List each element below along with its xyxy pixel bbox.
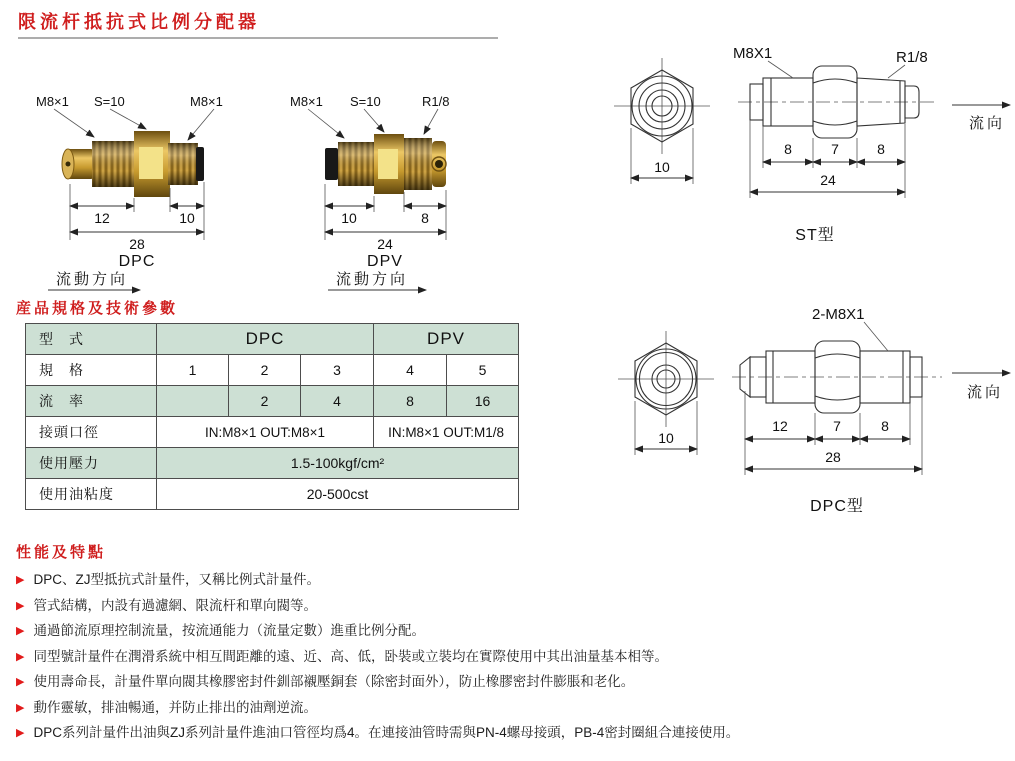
dpv-dim-left: 10	[341, 210, 357, 226]
dpc-thread-right-label: M8×1	[190, 94, 223, 109]
spec-row-port	[26, 417, 519, 448]
dpv-product-photo	[278, 92, 508, 297]
bullet-triangle-icon: ▶	[16, 701, 25, 714]
bullet-triangle-icon: ▶	[16, 625, 25, 637]
dpv-photo-caption: DPV	[367, 253, 403, 270]
dpv-fitting-image	[325, 134, 446, 194]
dpc-hex-size-label: S=10	[94, 94, 125, 109]
dpc-dim1: 12	[772, 418, 788, 434]
dpc-end-view	[618, 331, 714, 455]
row-viscosity-label: 使用油粘度	[26, 479, 157, 510]
dpc-side-view	[732, 306, 942, 413]
dpc-drawing-caption: DPC型	[810, 498, 864, 515]
st-side-view	[733, 45, 938, 138]
bullet-triangle-icon: ▶	[16, 599, 25, 612]
dpc-drawing-flow-label: 流向	[966, 384, 1004, 401]
dpv-dim-total: 24	[377, 236, 393, 252]
st-hex-dim: 10	[654, 159, 670, 175]
dpc-dim2: 7	[833, 418, 841, 434]
dpc-drawing-flow-direction	[952, 373, 1010, 401]
spec-row-viscosity	[26, 479, 519, 510]
feature-text: 動作靈敏，排油暢通，并防止排出的油劑逆流。	[33, 699, 317, 715]
dpc-type-drawing	[600, 295, 1015, 535]
dpc-dim-total: 28	[129, 236, 145, 252]
feature-item	[16, 700, 1006, 716]
feature-item	[16, 649, 1006, 665]
dpv-flow-direction	[328, 271, 426, 290]
row-rate-1	[157, 386, 229, 417]
features-section-title: 性能及特點	[16, 544, 107, 561]
row-port-dpc: IN:M8×1 OUT:M8×1	[157, 417, 374, 448]
row-size-2: 2	[229, 355, 301, 386]
dpv-thread-left-label: M8×1	[290, 94, 323, 109]
page-title: 限流杆抵抗式比例分配器	[18, 12, 260, 32]
row-size-5: 5	[447, 355, 519, 386]
dpc-flow-direction	[48, 271, 140, 290]
spec-row-rate	[26, 386, 519, 417]
dpv-flow-label: 流動方向	[336, 271, 409, 288]
row-size-3: 3	[301, 355, 374, 386]
row-size-4: 4	[374, 355, 447, 386]
row-type-dpc: DPC	[157, 324, 374, 355]
feature-item	[16, 623, 1006, 639]
st-dim-total: 24	[820, 172, 836, 188]
dpc-drawing-dimensions	[745, 391, 922, 475]
dpc-dim-right: 10	[179, 210, 195, 226]
st-flow-direction	[952, 105, 1010, 132]
dpc-fitting-image	[62, 131, 204, 197]
st-caption: ST型	[795, 227, 835, 244]
dpv-leader-arrows	[308, 109, 438, 138]
features-list	[16, 572, 1006, 751]
st-thread-left-label: M8X1	[733, 45, 773, 62]
row-type-label: 型 式	[26, 324, 157, 355]
st-dim3: 8	[877, 141, 885, 157]
dpc-dim3: 8	[881, 418, 889, 434]
st-flow-label: 流向	[968, 115, 1006, 132]
dpc-dim-left: 12	[94, 210, 110, 226]
st-type-drawing	[600, 36, 1015, 276]
row-type-dpv: DPV	[374, 324, 519, 355]
dpv-dimensions	[325, 184, 446, 252]
dpc-photo-caption: DPC	[118, 253, 156, 270]
dpc-thread-left-label: M8×1	[36, 94, 69, 109]
row-size-label: 規 格	[26, 355, 157, 386]
feature-text: DPC系列計量件出油與ZJ系列計量件進油口管徑均爲4。在連接油管時需與PN-4螺母接頭，PB-4密封圈組合連接使用。	[33, 725, 740, 740]
feature-text: 管式結構，内設有過濾網、限流杆和單向閥等。	[33, 597, 317, 613]
feature-item	[16, 598, 1006, 614]
dpv-dim-right: 8	[421, 210, 429, 226]
bullet-triangle-icon: ▶	[16, 574, 25, 586]
spec-section-title: 産品規格及技術參數	[16, 300, 179, 317]
dpc-thread-label: 2-M8X1	[812, 306, 865, 323]
bullet-triangle-icon: ▶	[16, 727, 25, 739]
st-dimensions	[750, 120, 905, 198]
feature-item	[16, 725, 1006, 741]
spec-table	[25, 323, 519, 510]
st-thread-right-label: R1/8	[896, 49, 928, 66]
row-port-label: 接頭口徑	[26, 417, 157, 448]
feature-item	[16, 674, 1006, 690]
row-rate-5: 16	[447, 386, 519, 417]
st-dim2: 7	[831, 141, 839, 157]
dpc-hex-dim: 10	[658, 430, 674, 446]
feature-text: DPC、ZJ型抵抗式計量件，又稱比例式計量件。	[33, 572, 320, 587]
bullet-triangle-icon: ▶	[16, 676, 25, 688]
row-rate-label: 流 率	[26, 386, 157, 417]
dpc-flow-label: 流動方向	[56, 271, 129, 288]
dpc-product-photo	[28, 92, 258, 297]
row-rate-3: 4	[301, 386, 374, 417]
row-rate-2: 2	[229, 386, 301, 417]
row-pressure-value: 1.5-100kgf/cm²	[157, 448, 519, 479]
row-pressure-label: 使用壓力	[26, 448, 157, 479]
bullet-triangle-icon: ▶	[16, 650, 25, 663]
row-viscosity-value: 20-500cst	[157, 479, 519, 510]
dpc-dim-total: 28	[825, 449, 841, 465]
row-size-1: 1	[157, 355, 229, 386]
spec-row-pressure	[26, 448, 519, 479]
row-port-dpv: IN:M8×1 OUT:M1/8	[374, 417, 519, 448]
feature-item	[16, 572, 1006, 588]
title-underline	[18, 37, 498, 39]
feature-text: 同型號計量件在潤滑系統中相互間距離的遠、近、高、低，卧裝或立裝均在實際使用中其出油量基本相等。	[33, 648, 668, 664]
spec-row-size	[26, 355, 519, 386]
st-end-view	[614, 58, 710, 184]
feature-text: 使用壽命長，計量件單向閥其橡膠密封件釧部襯壓銅套（除密封面外），防止橡膠密封件膨脹和老化。	[33, 674, 635, 689]
dpv-hex-size-label: S=10	[350, 94, 381, 109]
feature-text: 通過節流原理控制流量，按流通能力（流量定數）進重比例分配。	[33, 623, 425, 638]
st-dim1: 8	[784, 141, 792, 157]
spec-row-type	[26, 324, 519, 355]
dpv-thread-right-label: R1/8	[422, 94, 450, 109]
row-rate-4: 8	[374, 386, 447, 417]
